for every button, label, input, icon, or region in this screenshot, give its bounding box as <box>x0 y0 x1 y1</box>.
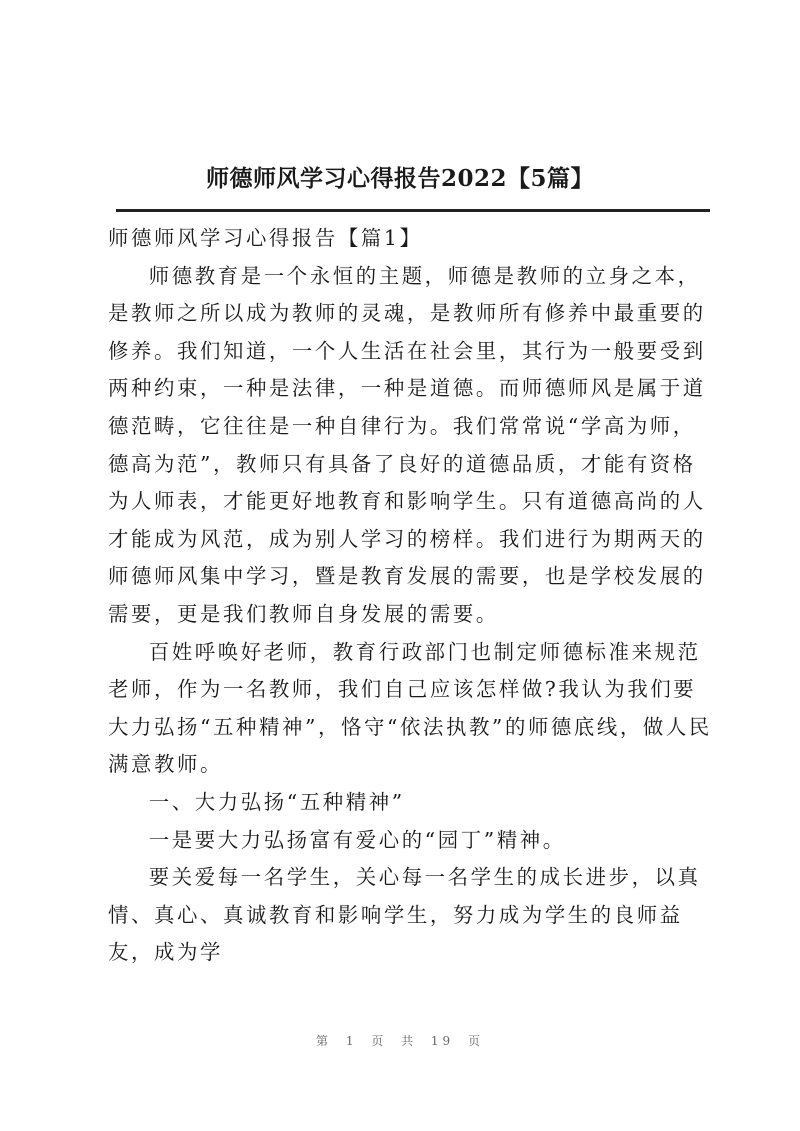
subheading: 一、大力弘扬“五种精神” <box>148 789 405 814</box>
document-body <box>108 220 713 972</box>
section-heading: 师德师风学习心得报告【篇1】 <box>108 226 423 250</box>
paragraph: 要关爱每一名学生，关心每一名学生的成长进步，以真情、真心、真诚教育和影响学生，努力成为学生的良师益友，成为学 <box>108 865 701 965</box>
document-title: 师德师风学习心得报告2022【5篇】 <box>205 165 595 192</box>
paragraph: 一是要大力弘扬富有爱心的“园丁”精神。 <box>148 827 566 852</box>
page-footer: 第 1 页 共 19 页 <box>316 1034 484 1048</box>
title-divider <box>116 209 710 212</box>
paragraph: 百姓呼唤好老师，教育行政部门也制定师德标准来规范老师，作为一名教师，我们自己应该怎样做?我认为我们要大力弘扬“五种精神”，恪守“依法执教”的师德底线，做人民满意教师。 <box>108 639 712 777</box>
paragraph: 师德教育是一个永恒的主题，师德是教师的立身之本，是教师之所以成为教师的灵魂，是教师所有修养中最重要的修养。我们知道，一个人生活在社会里，其行为一般要受到两种约束，一种是法律，一种是道德。而师德师风是属于道德范畴，它往往是一种自律行为。我们常常说“学高为师，德高为范”，教师只有具备了良好的道德品质，才能有资格为人师表，才能更好地教育和影响学生。只有道德高尚的人才能成为风范，成为别人学习的榜样。我们进行为期两天的师德师风集中学习，暨是教育发展的需要，也是学校发展的需要，更是我们教师自身发展的需要。 <box>108 263 706 626</box>
